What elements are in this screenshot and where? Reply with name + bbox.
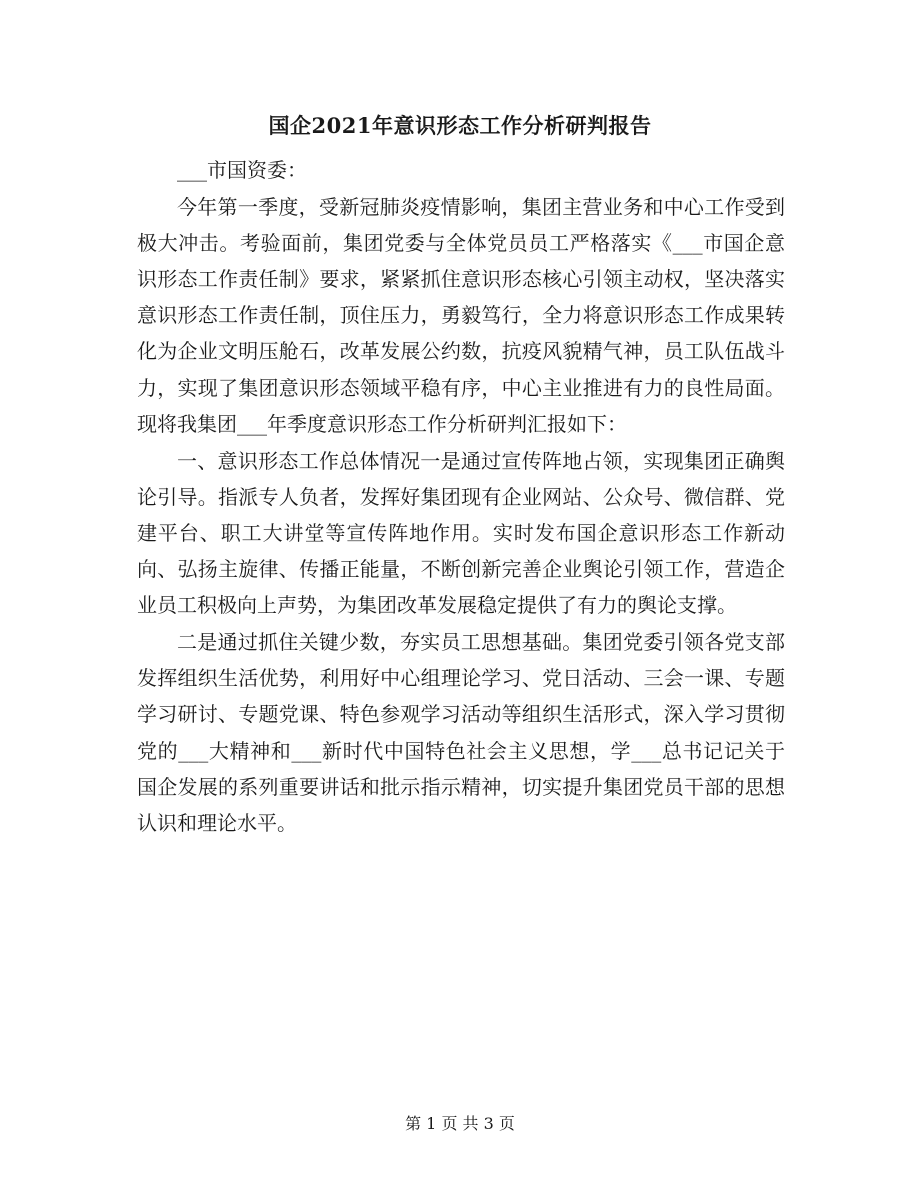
paragraph-1: 今年第一季度，受新冠肺炎疫情影响，集团主营业务和中心工作受到极大冲击。考验面前，集团党委与全体党员员工严格落实《___市国企意识形态工作责任制》要求，紧紧抓住意识形态核心引领主动权，坚决落实意识形态工作责任制，顶住压力，勇毅笃行，全力将意识形态工作成果转化为企业文明压舱石，改革发展公约数，抗疫风貌精气神，员工队伍战斗力，实现了集团意识形态领域平稳有序，中心主业推进有力的良性局面。现将我集团___年季度意识形态工作分析研判汇报如下： [137,195,785,436]
salutation: ___市国资委： [177,158,307,182]
page-number: 第 1 页 共 3 页 [405,1114,515,1133]
document-title: 国企2021年意识形态工作分析研判报告 [268,113,652,138]
document-body [137,152,785,842]
page-footer [0,1112,920,1136]
paragraph-3: 二是通过抓住关键少数，夯实员工思想基础。集团党委引领各党支部发挥组织生活优势，利用好中心组理论学习、党日活动、三会一课、专题学习研讨、专题党课、特色参观学习活动等组织生活形式，深入学习贯彻党的___大精神和___新时代中国特色社会主义思想，学___总书记记关于国企发展的系列重要讲话和批示指示精神，切实提升集团党员干部的思想认识和理论水平。 [137,630,785,835]
paragraph-2: 一、意识形态工作总体情况一是通过宣传阵地占领，实现集团正确舆论引导。指派专人负者，发挥好集团现有企业网站、公众号、微信群、党建平台、职工大讲堂等宣传阵地作用。实时发布国企意识形态工作新动向、弘扬主旋律、传播正能量，不断创新完善企业舆论引领工作，营造企业员工积极向上声势，为集团改革发展稳定提供了有力的舆论支撑。 [137,448,785,618]
